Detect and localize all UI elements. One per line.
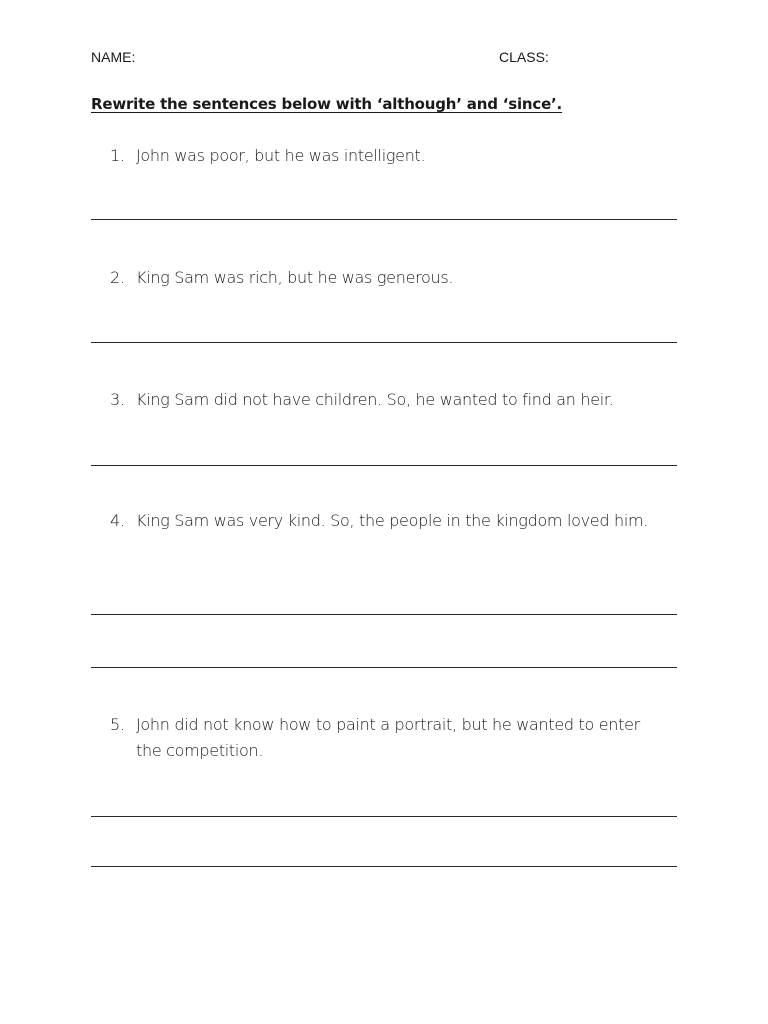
question-text: King Sam was rich, but he was generous. <box>136 268 454 287</box>
answer-line-2[interactable] <box>91 342 677 343</box>
question-1 <box>110 143 670 169</box>
answer-line-3[interactable] <box>91 465 677 466</box>
question-number: 3. <box>110 390 125 409</box>
question-number: 4. <box>110 511 125 530</box>
question-5 <box>110 712 670 764</box>
name-label: NAME: <box>91 49 136 65</box>
question-number: 5. <box>110 715 125 734</box>
instruction-heading: Rewrite the sentences below with ‘although’ and ‘since’. <box>91 95 563 113</box>
answer-line-4b[interactable] <box>91 667 677 668</box>
question-text: John was poor, but he was intelligent. <box>136 146 426 165</box>
answer-line-5b[interactable] <box>91 866 677 867</box>
question-text: King Sam was very kind. So, the people in the kingdom loved him. <box>136 511 649 530</box>
question-3 <box>110 387 670 413</box>
question-text: John did not know how to paint a portrait, but he wanted to enter the competition. <box>136 715 640 760</box>
question-number: 2. <box>110 268 125 287</box>
question-2 <box>110 265 670 291</box>
answer-line-1[interactable] <box>91 219 677 220</box>
question-text: King Sam did not have children. So, he wanted to find an heir. <box>136 390 614 409</box>
question-4 <box>110 508 670 534</box>
question-number: 1. <box>110 146 125 165</box>
answer-line-5a[interactable] <box>91 816 677 817</box>
answer-line-4a[interactable] <box>91 614 677 615</box>
class-label: CLASS: <box>499 49 549 65</box>
